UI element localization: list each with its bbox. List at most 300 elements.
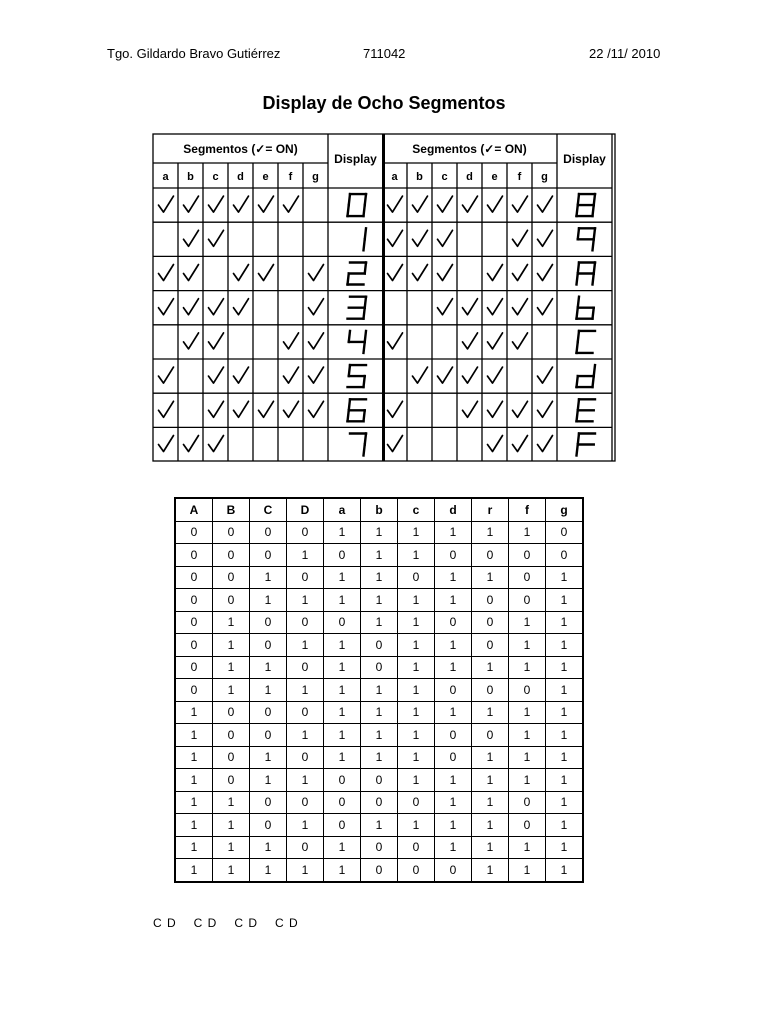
checkmark-icon [209, 333, 224, 349]
checkmark-icon [538, 196, 553, 212]
table-cell: 1 [472, 791, 509, 814]
segment-label-d: d [237, 171, 244, 183]
checkmark-icon [513, 333, 528, 349]
checkmark-icon [488, 333, 503, 349]
table-cell: 1 [213, 859, 250, 882]
checkmark-icon [209, 401, 224, 417]
checkmark-icon [209, 196, 224, 212]
checkmark-icon [438, 367, 453, 383]
cd-label: C D [193, 916, 218, 930]
table-cell: 1 [509, 521, 546, 544]
table-cell: 1 [324, 521, 361, 544]
table-cell: 1 [287, 679, 324, 702]
segment-label-a: a [162, 171, 169, 183]
segment-label-c: c [441, 171, 448, 183]
checkmark-icon [234, 265, 249, 281]
table-row [175, 836, 583, 859]
table-row [175, 859, 583, 882]
table-cell: 1 [435, 814, 472, 837]
table-cell: 0 [287, 836, 324, 859]
table-cell: 1 [435, 589, 472, 612]
checkmark-icon [438, 196, 453, 212]
display-column-header: Display [334, 152, 377, 166]
checkmark-icon [413, 367, 428, 383]
table-cell: 0 [250, 544, 287, 567]
table-row [175, 589, 583, 612]
table-cell: 1 [398, 521, 435, 544]
table-cell: 1 [361, 544, 398, 567]
table-cell: 0 [250, 611, 287, 634]
table-cell: 0 [287, 791, 324, 814]
table-cell: 0 [509, 544, 546, 567]
checkmark-icon [538, 299, 553, 315]
checkmark-icon [513, 299, 528, 315]
segment-label-b: b [187, 171, 194, 183]
document-code: 711042 [363, 46, 406, 61]
checkmark-icon [413, 230, 428, 246]
table-cell: 1 [472, 656, 509, 679]
table-cell: 1 [398, 656, 435, 679]
segment-label-g: g [541, 171, 548, 183]
table-cell: 1 [472, 814, 509, 837]
table-row [175, 634, 583, 657]
table-cell: 1 [250, 769, 287, 792]
checkmark-icon [388, 401, 403, 417]
checkmark-icon [309, 401, 324, 417]
checkmark-icon [488, 401, 503, 417]
table-cell: 1 [509, 769, 546, 792]
checkmark-icon [438, 265, 453, 281]
table-cell: 1 [435, 566, 472, 589]
table-cell: 1 [472, 521, 509, 544]
table-cell: 1 [509, 656, 546, 679]
checkmark-icon [284, 367, 299, 383]
table-cell: 1 [361, 679, 398, 702]
seven-segment-digit-icon [577, 399, 596, 421]
checkmark-icon [463, 299, 478, 315]
table-cell: 1 [213, 836, 250, 859]
table-cell: 1 [509, 746, 546, 769]
table-cell: 0 [213, 701, 250, 724]
table-cell: 1 [250, 859, 287, 882]
table-cell: 1 [398, 634, 435, 657]
table-cell: 0 [361, 769, 398, 792]
table-cell: 1 [546, 566, 584, 589]
table-cell: 1 [435, 634, 472, 657]
table-cell: 1 [546, 634, 584, 657]
segment-label-a: a [391, 171, 398, 183]
table-cell: 0 [287, 746, 324, 769]
display-column-header: Display [563, 152, 606, 166]
table-cell: 1 [324, 656, 361, 679]
table-cell: 1 [175, 769, 213, 792]
table-cell: 1 [361, 814, 398, 837]
table-cell: 0 [435, 544, 472, 567]
table-cell: 1 [472, 859, 509, 882]
checkmark-icon [234, 367, 249, 383]
table-cell: 1 [175, 724, 213, 747]
column-header: C [250, 498, 287, 521]
column-header: d [435, 498, 472, 521]
table-cell: 0 [213, 769, 250, 792]
checkmark-icon [388, 265, 403, 281]
table-cell: 1 [287, 634, 324, 657]
checkmark-icon [413, 196, 428, 212]
table-cell: 1 [250, 836, 287, 859]
table-cell: 0 [213, 521, 250, 544]
checkmark-icon [513, 230, 528, 246]
checkmark-icon [538, 265, 553, 281]
table-cell: 1 [546, 701, 584, 724]
checkmark-icon [488, 436, 503, 452]
table-cell: 1 [509, 724, 546, 747]
table-cell: 1 [250, 656, 287, 679]
table-cell: 0 [175, 611, 213, 634]
table-cell: 1 [250, 566, 287, 589]
table-cell: 0 [398, 791, 435, 814]
checkmark-icon [463, 333, 478, 349]
table-cell: 1 [398, 724, 435, 747]
table-cell: 1 [398, 746, 435, 769]
table-cell: 0 [435, 679, 472, 702]
table-cell: 0 [546, 544, 584, 567]
table-cell: 1 [546, 656, 584, 679]
table-cell: 0 [175, 589, 213, 612]
seven-segment-digit-icon [577, 263, 596, 285]
segment-label-e: e [491, 171, 498, 183]
table-row [175, 679, 583, 702]
checkmark-icon [259, 196, 274, 212]
seven-segment-digit-icon [364, 228, 367, 250]
checkmark-icon [388, 230, 403, 246]
table-cell: 1 [435, 701, 472, 724]
checkmark-icon [209, 299, 224, 315]
table-cell: 0 [324, 814, 361, 837]
table-cell: 1 [398, 589, 435, 612]
table-cell: 0 [398, 836, 435, 859]
table-cell: 1 [324, 589, 361, 612]
column-header: c [398, 498, 435, 521]
table-cell: 1 [287, 544, 324, 567]
checkmark-icon [234, 299, 249, 315]
table-cell: 1 [472, 701, 509, 724]
checkmark-icon [538, 230, 553, 246]
column-header: a [324, 498, 361, 521]
checkmark-icon [488, 196, 503, 212]
checkmark-icon [513, 436, 528, 452]
table-cell: 1 [509, 836, 546, 859]
table-cell: 1 [472, 746, 509, 769]
table-cell: 0 [509, 589, 546, 612]
seven-segment-digit-icon [577, 434, 596, 456]
table-cell: 1 [546, 769, 584, 792]
table-cell: 0 [472, 611, 509, 634]
table-cell: 0 [324, 769, 361, 792]
checkmark-icon [513, 265, 528, 281]
table-cell: 0 [435, 859, 472, 882]
checkmark-icon [234, 401, 249, 417]
table-cell: 1 [175, 791, 213, 814]
table-cell: 0 [361, 634, 398, 657]
table-cell: 0 [546, 521, 584, 544]
seven-segment-digit-icon [348, 194, 367, 216]
table-cell: 0 [398, 859, 435, 882]
table-row [175, 566, 583, 589]
table-cell: 1 [546, 724, 584, 747]
table-cell: 0 [175, 679, 213, 702]
table-cell: 0 [435, 611, 472, 634]
segment-label-b: b [416, 171, 423, 183]
checkmark-icon [513, 196, 528, 212]
checkmark-icon [309, 265, 324, 281]
seven-segment-digit-icon [348, 365, 367, 387]
checkmark-icon [209, 230, 224, 246]
table-cell: 0 [250, 634, 287, 657]
table-row [175, 791, 583, 814]
table-cell: 1 [250, 679, 287, 702]
checkmark-icon [159, 196, 174, 212]
table-cell: 1 [435, 521, 472, 544]
segments-group-header: Segmentos (✓= ON) [412, 142, 527, 156]
table-cell: 1 [213, 656, 250, 679]
checkmark-icon [538, 436, 553, 452]
table-cell: 0 [250, 814, 287, 837]
column-header: A [175, 498, 213, 521]
document-date: 22 /11/ 2010 [589, 46, 661, 61]
checkmark-icon [184, 230, 199, 246]
table-cell: 1 [472, 836, 509, 859]
table-cell: 1 [324, 634, 361, 657]
table-cell: 1 [509, 611, 546, 634]
table-cell: 1 [287, 769, 324, 792]
table-cell: 1 [546, 859, 584, 882]
checkmark-icon [284, 401, 299, 417]
table-cell: 0 [509, 814, 546, 837]
table-row [175, 814, 583, 837]
table-cell: 0 [175, 566, 213, 589]
table-cell: 1 [546, 589, 584, 612]
table-cell: 1 [509, 634, 546, 657]
table-cell: 0 [287, 521, 324, 544]
table-cell: 1 [324, 566, 361, 589]
table-cell: 1 [435, 769, 472, 792]
table-cell: 1 [213, 814, 250, 837]
table-cell: 1 [398, 814, 435, 837]
table-cell: 1 [361, 724, 398, 747]
table-cell: 1 [213, 679, 250, 702]
table-row [175, 701, 583, 724]
table-cell: 0 [287, 611, 324, 634]
checkmark-icon [538, 367, 553, 383]
checkmark-icon [184, 436, 199, 452]
table-cell: 1 [398, 544, 435, 567]
segment-label-f: f [288, 171, 293, 183]
table-row [175, 746, 583, 769]
table-cell: 1 [175, 836, 213, 859]
table-cell: 0 [213, 589, 250, 612]
table-cell: 1 [175, 701, 213, 724]
table-cell: 1 [546, 814, 584, 837]
column-header: r [472, 498, 509, 521]
checkmark-icon [209, 367, 224, 383]
seven-segment-digit-icon [578, 228, 595, 250]
table-cell: 0 [250, 521, 287, 544]
table-cell: 0 [435, 724, 472, 747]
table-row [175, 544, 583, 567]
table-cell: 1 [175, 814, 213, 837]
checkmark-icon [463, 401, 478, 417]
table-cell: 0 [287, 656, 324, 679]
seven-segment-digit-icon [577, 331, 596, 353]
table-cell: 1 [324, 746, 361, 769]
table-cell: 0 [361, 656, 398, 679]
table-cell: 1 [361, 589, 398, 612]
checkmark-icon [463, 196, 478, 212]
table-cell: 0 [361, 791, 398, 814]
page-title: Display de Ocho Segmentos [262, 93, 506, 113]
truth-table [174, 497, 584, 883]
table-cell: 0 [213, 544, 250, 567]
author-name: Tgo. Gildardo Bravo Gutiérrez [107, 46, 281, 61]
table-row [175, 521, 583, 544]
table-cell: 1 [287, 814, 324, 837]
checkmark-icon [438, 230, 453, 246]
cd-label: C D [234, 916, 259, 930]
table-cell: 0 [472, 544, 509, 567]
table-cell: 1 [546, 746, 584, 769]
table-cell: 1 [250, 746, 287, 769]
table-cell: 1 [287, 859, 324, 882]
checkmark-icon [159, 401, 174, 417]
table-cell: 1 [324, 679, 361, 702]
seven-segment-digit-icon [577, 297, 594, 319]
seven-segment-digit-icon [348, 399, 367, 421]
table-cell: 1 [398, 701, 435, 724]
checkmark-icon [309, 333, 324, 349]
table-cell: 1 [509, 701, 546, 724]
checkmark-icon [438, 299, 453, 315]
table-cell: 0 [509, 566, 546, 589]
checkmark-icon [309, 367, 324, 383]
seven-segment-digit-icon [349, 331, 366, 353]
checkmark-icon [463, 367, 478, 383]
table-cell: 1 [472, 769, 509, 792]
table-cell: 0 [472, 589, 509, 612]
table-cell: 1 [398, 769, 435, 792]
table-cell: 1 [287, 724, 324, 747]
checkmark-icon [259, 265, 274, 281]
table-cell: 1 [435, 791, 472, 814]
checkmark-icon [284, 333, 299, 349]
table-cell: 0 [287, 566, 324, 589]
segment-label-d: d [466, 171, 473, 183]
table-cell: 1 [361, 746, 398, 769]
segments-group-header: Segmentos (✓= ON) [183, 142, 298, 156]
table-cell: 1 [213, 611, 250, 634]
column-header: g [546, 498, 584, 521]
table-cell: 1 [287, 589, 324, 612]
table-cell: 1 [175, 859, 213, 882]
column-header: b [361, 498, 398, 521]
table-cell: 1 [472, 566, 509, 589]
table-cell: 1 [324, 836, 361, 859]
table-cell: 1 [324, 724, 361, 747]
table-cell: 0 [213, 566, 250, 589]
table-cell: 0 [361, 859, 398, 882]
seven-segment-digit-icon [577, 194, 596, 216]
checkmark-icon [159, 436, 174, 452]
checkmark-icon [184, 196, 199, 212]
checkmark-icon [234, 196, 249, 212]
table-cell: 0 [472, 634, 509, 657]
checkmark-icon [184, 299, 199, 315]
segment-reference-figure [152, 133, 616, 462]
table-cell: 1 [546, 679, 584, 702]
table-cell: 1 [546, 836, 584, 859]
table-cell: 0 [175, 544, 213, 567]
table-cell: 1 [361, 566, 398, 589]
table-cell: 0 [361, 836, 398, 859]
checkmark-icon [488, 265, 503, 281]
table-cell: 0 [213, 746, 250, 769]
seven-segment-digit-icon [348, 297, 367, 319]
checkmark-icon [159, 299, 174, 315]
segment-label-f: f [517, 171, 522, 183]
table-cell: 0 [398, 566, 435, 589]
table-cell: 0 [472, 679, 509, 702]
table-cell: 1 [213, 791, 250, 814]
checkmark-icon [209, 436, 224, 452]
table-cell: 1 [213, 634, 250, 657]
table-cell: 1 [361, 701, 398, 724]
table-cell: 0 [213, 724, 250, 747]
checkmark-icon [159, 367, 174, 383]
table-cell: 1 [546, 611, 584, 634]
table-cell: 0 [250, 701, 287, 724]
table-cell: 1 [361, 611, 398, 634]
column-header: D [287, 498, 324, 521]
table-cell: 1 [324, 859, 361, 882]
checkmark-icon [259, 401, 274, 417]
seven-segment-digit-icon [577, 365, 596, 387]
segment-label-c: c [212, 171, 219, 183]
cd-label: C D [153, 916, 177, 930]
table-cell: 0 [324, 791, 361, 814]
checkmark-icon [184, 265, 199, 281]
segment-label-g: g [312, 171, 319, 183]
checkmark-icon [488, 299, 503, 315]
table-cell: 0 [324, 544, 361, 567]
checkmark-icon [513, 401, 528, 417]
column-header: B [213, 498, 250, 521]
truth-table-header-row [175, 498, 583, 521]
column-header: f [509, 498, 546, 521]
checkmark-icon [413, 265, 428, 281]
seven-segment-digit-icon [350, 434, 366, 456]
table-cell: 0 [435, 746, 472, 769]
table-cell: 1 [398, 611, 435, 634]
table-row [175, 656, 583, 679]
table-cell: 1 [175, 746, 213, 769]
table-cell: 0 [287, 701, 324, 724]
table-cell: 1 [509, 859, 546, 882]
table-cell: 1 [324, 701, 361, 724]
checkmark-icon [388, 333, 403, 349]
cd-label: C D [275, 916, 299, 930]
checkmark-icon [388, 196, 403, 212]
table-cell: 0 [175, 521, 213, 544]
table-row [175, 611, 583, 634]
